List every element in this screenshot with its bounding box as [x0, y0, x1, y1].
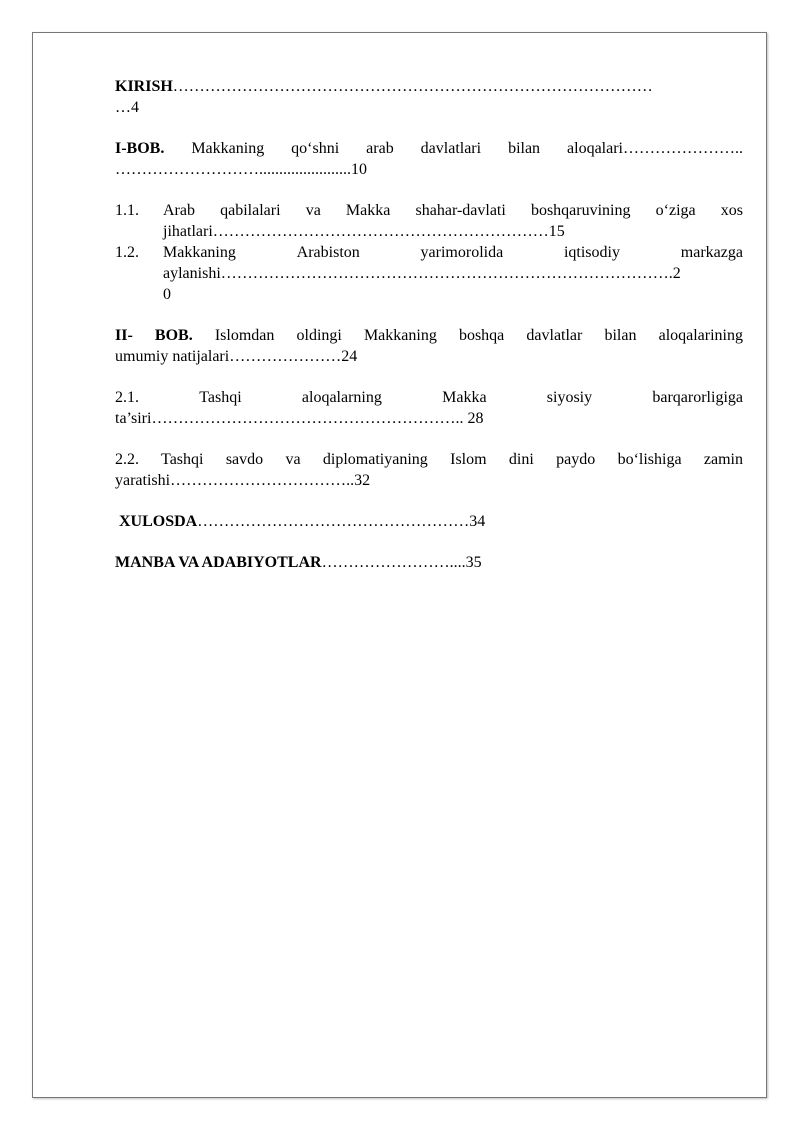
- toc-line2-2-1: ta’siri………………………………………………….. 28: [115, 410, 484, 427]
- toc-word: yarimorolida: [420, 244, 504, 261]
- toc-line1-2-2: 2.2. Tashqi savdo va diplomatiyaning Islom dini paydo bo‘lishiga zamin: [115, 451, 743, 468]
- toc-line2-1-2: aylanishi………………………………………………………………………….2: [163, 265, 681, 282]
- toc-line2-2-2: yaratishi……………………………..32: [115, 472, 371, 489]
- toc-entry-bob1: [115, 138, 743, 180]
- toc-line1-1-1: Arab qabilalari va Makka shahar-davlati boshqaruvining o‘ziga xos: [163, 202, 743, 219]
- toc-word: siyosiy: [546, 389, 593, 406]
- toc-page-kirish: …4: [115, 99, 139, 116]
- toc-title-kirish: KIRISH: [115, 78, 173, 95]
- toc-num-1-1: 1.1.: [115, 202, 139, 219]
- toc-line1-2-1: [115, 387, 743, 408]
- toc-entry-kirish: [115, 76, 743, 118]
- toc-rest-manba: ……………………....35: [321, 554, 482, 571]
- toc-rest-xulosa: ……………………………………………34: [197, 513, 486, 530]
- toc-entry-manba: [115, 552, 743, 573]
- toc-word: Arabiston: [296, 244, 360, 261]
- toc-entry-bob2: [115, 325, 743, 367]
- toc-num-1-2: 1.2.: [115, 244, 139, 261]
- toc-title-manba: MANBA VA ADABIYOTLAR: [115, 554, 322, 571]
- toc-word: barqarorligiga: [652, 389, 743, 406]
- toc-word: Tashqi: [199, 389, 242, 406]
- toc-line2-1-1: jihatlari………………………………………………………15: [163, 223, 565, 240]
- toc-word: markazga: [680, 244, 743, 261]
- toc-title-bob2: II- BOB.: [115, 327, 193, 344]
- toc-entry-2-1: [115, 387, 743, 429]
- toc-line1-1-2: [163, 242, 743, 263]
- toc-line3-1-2: 0: [163, 286, 171, 303]
- toc-line2-bob1: ……………………….......................10: [115, 161, 367, 178]
- toc-entry-2-2: [115, 449, 743, 491]
- toc-word: 2.1.: [115, 389, 139, 406]
- toc-entry-1-2: [115, 242, 743, 305]
- toc-line2-bob2: umumiy natijalari…………………24: [115, 348, 358, 365]
- toc-title-bob1: I-BOB.: [115, 140, 165, 157]
- toc-word: iqtisodiy: [563, 244, 620, 261]
- toc-title-xulosa: XULOSDA: [119, 513, 198, 530]
- toc-word: Makka: [442, 389, 487, 406]
- toc-text-bob1: Makkaning qo‘shni arab davlatlari bilan aloqalari…………………..: [191, 140, 744, 157]
- toc-word: Makkaning: [163, 244, 236, 261]
- toc-entry-1-1: [115, 200, 743, 242]
- toc-line1-bob2: Islomdan oldingi Makkaning boshqa davlatlar bilan aloqalarining: [214, 327, 744, 344]
- table-of-contents: [115, 76, 743, 593]
- toc-entry-xulosa: [115, 511, 743, 532]
- toc-dots-kirish: ………………………………………………………………………………: [172, 78, 653, 95]
- toc-word: aloqalarning: [301, 389, 382, 406]
